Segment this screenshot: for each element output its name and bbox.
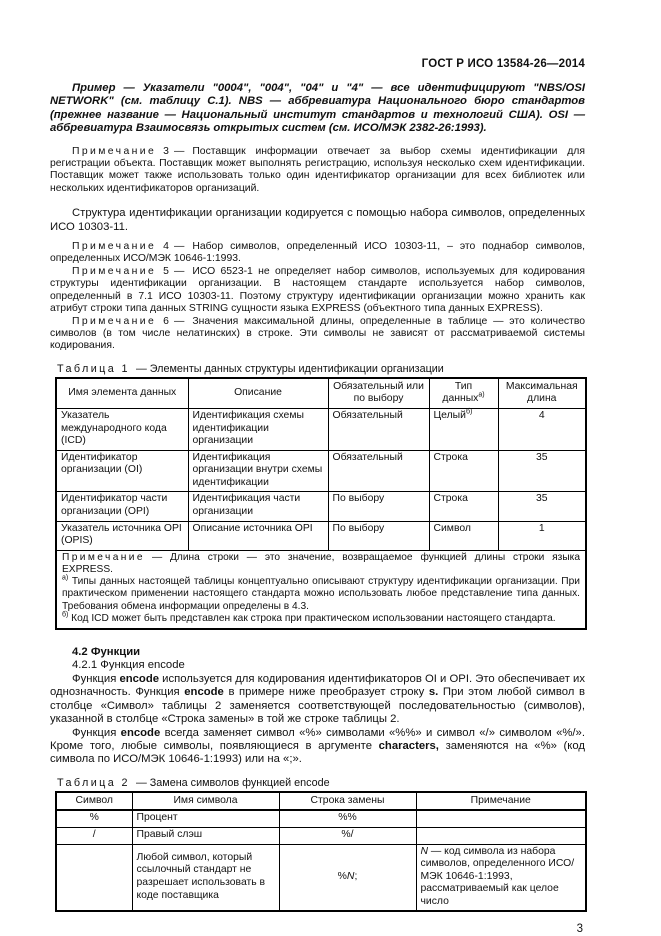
encode-keyword: encode [120,726,161,739]
table-1-notes-cell [56,550,586,629]
cell-note: N — код символа из набора символов, определенного ИСО/МЭК 10646-1:1993, рассматриваемый как целое число [416,844,586,911]
cell-replace: %/ [279,827,416,844]
note-label: Примечание [72,265,157,277]
table-1-header-row [56,378,586,409]
cell-name: Идентификатор части организации (OPI) [56,492,188,521]
table-row [56,810,586,827]
encode-keyword: encode [184,686,224,699]
table-caption-label: Таблица 1 [57,362,130,375]
cell-symbol-name: Процент [132,810,279,827]
characters-keyword: characters, [378,739,439,752]
table-row [56,450,586,492]
cell-mandatory: Обязательный [328,408,429,450]
note-dash: — [173,315,185,327]
note-3 [50,146,585,196]
page-number: 3 [576,923,583,936]
structure-paragraph: Структура идентификации организации кодируется с помощью набора символов, определенных ИСО 10303-11. [50,207,585,233]
cell-note [416,827,586,844]
cell-max-length: 4 [498,408,586,450]
note-dash: — [173,265,185,277]
note-text: Значения максимальной длины, определенные в таблице — это количество символов (в том числе нелатинских) в строке. Эти символы не зависят от рассматриваемой системы кодирования. [50,315,585,352]
cell-description: Описание источника OPI [188,521,328,550]
table-caption-label: Таблица 2 [57,776,130,789]
cell-data-type: Целый$^{б)}$ [429,408,498,450]
footnote-marker-a: а) [478,391,485,399]
note-label: Примечание [72,241,157,253]
table-row [56,844,586,911]
col-header-data-type: Тип данных$^{а)}$ [429,378,498,409]
table-2-header-row [56,792,586,811]
table-1-notes-row [56,550,586,629]
cell-description: Идентификация схемы идентификации организации [188,408,328,450]
table-2-caption [57,777,585,789]
table-row [56,827,586,844]
note-number: 3 [163,145,169,157]
encode-paragraph-1: Функция encode используется для кодирования идентификаторов OI и OPI. Это обеспечивает их однозначность. Функция encode в примере ниже преобразует строку s. При этом любой символ в столбце «Символ» таблицы 2 заменяется соответствующей последовательностью (символов), указанной в столбце «Строка замены» в той же строке таблицы 2. [50,672,585,726]
note-dash: — [173,145,185,157]
note-5 [50,266,585,316]
note-label: Примечание [72,315,157,327]
cell-symbol-name: Любой символ, который ссылочный стандарт не разрешает использовать в коде поставщика [132,844,279,911]
table-caption-text: — Элементы данных структуры идентификации организации [135,362,444,375]
note-text: ИСО 6523-1 не определяет набор символов, используемых для кодирования структуры идентификации организации. В настоящем стандарте используется набор символов, определенный в 7.1 ИСО 10303-11. Поэтому структуру идентификации организации можно хранить как атрибут строки типа данных STRING сущности языка EXPRESS (объектного типа данных EXPRESS). [50,265,585,315]
s-keyword: s. [428,686,439,699]
table-row [56,492,586,521]
col-header-symbol-name: Имя символа [132,792,279,811]
table-1 [55,377,587,630]
note-number: 6 [163,315,169,327]
cell-symbol: % [56,810,132,827]
cell-name: Идентификатор организации (OI) [56,450,188,492]
table-row [56,408,586,450]
table-2 [55,791,587,913]
table-footnote-b: $^{б)}$ Код ICD может быть представлен как строка при практическом использовании настоящего стандарта. [62,611,556,624]
encode-keyword: encode [119,672,160,685]
document-code-header: ГОСТ Р ИСО 13584-26—2014 [421,58,585,70]
cell-data-type: Символ [429,521,498,550]
cell-note [416,810,586,827]
table-footnote-a: $^{а)}$ Типы данных настоящей таблицы концептуально описывают структуру идентификации организации. При практическом применении настоящего стандарта можно использовать любое представление типа данных. Требования обмена информации определены в 4.3. [62,574,580,612]
section-4-2-heading: 4.2 Функции [72,646,141,659]
cell-mandatory: По выбору [328,521,429,550]
cell-mandatory: По выбору [328,492,429,521]
cell-data-type: Строка [429,492,498,521]
col-header-symbol: Символ [56,792,132,811]
cell-data-type: Строка [429,450,498,492]
cell-mandatory: Обязательный [328,450,429,492]
table-caption-text: — Замена символов функцией encode [135,776,330,789]
table-note: Примечание — Длина строки — это значение, возвращаемое функцией длины строки языка EXPRESS. [62,551,580,576]
example-paragraph: Пример — Указатели "0004", "004", "04" и "4" — все идентифицируют "NBS/OSI NETWORK" (см. таблицу С.1). NBS — аббревиатура Национального бюро стандартов (прежнее название — Национальный институт стандартов и технологий США). OSI — аббревиатура Взаимосвязь открытых систем (см. ИСО/МЭК 2382-26:1993). [50,82,585,135]
n-variable: N [420,845,429,857]
encode-paragraph-2: Функция encode всегда заменяет символ «%» символами «%%» и символ «/» символом «%/». Кроме того, любые символы, появляющиеся в аргументе characters, заменяются на «%» (код символа по ИСО/МЭК 10646-1:1993) или на «;». [50,726,585,766]
cell-name: Указатель источника OPI (OPIS) [56,521,188,550]
note-label: Примечание [72,145,157,157]
note-4 [50,241,585,266]
cell-symbol: / [56,827,132,844]
cell-symbol [56,844,132,911]
note-text: Поставщик информации отвечает за выбор схемы идентификации для регистрации объекта. Поставщик может выполнять регистрацию, используя несколько схем идентификации. Поставщик может также использовать только один идентификатор организации для всех библиотек или нескольких идентификаторов организаций. [50,145,585,194]
note-number: 5 [163,265,169,277]
col-header-mandatory: Обязательный или по выбору [328,378,429,409]
cell-replace: %% [279,810,416,827]
note-text: Набор символов, определенный ИСО 10303-11, – это поднабор символов, определенных ИСО/МЭК 10646-1:1993. [50,241,585,265]
table-row [56,521,586,550]
note-6 [50,316,585,353]
cell-symbol-name: Правый слэш [132,827,279,844]
col-header-element-name: Имя элемента данных [56,378,188,409]
cell-description: Идентификация организации внутри схемы идентификации [188,450,328,492]
col-header-note: Примечание [416,792,586,811]
note-number: 4 [163,241,169,253]
cell-max-length: 1 [498,521,586,550]
col-header-description: Описание [188,378,328,409]
section-4-2-1-heading: 4.2.1 Функция encode [72,659,185,672]
cell-name: Указатель международного кода (ICD) [56,408,188,450]
table-1-caption [57,363,585,375]
col-header-replace-string: Строка замены [279,792,416,811]
col-header-max-length: Максимальная длина [498,378,586,409]
cell-description: Идентификация части организации [188,492,328,521]
cell-replace: %N; [279,844,416,911]
footnote-marker-b: б) [465,408,473,416]
note-dash: — [173,241,185,253]
cell-max-length: 35 [498,450,586,492]
n-variable: N [346,870,355,882]
cell-max-length: 35 [498,492,586,521]
